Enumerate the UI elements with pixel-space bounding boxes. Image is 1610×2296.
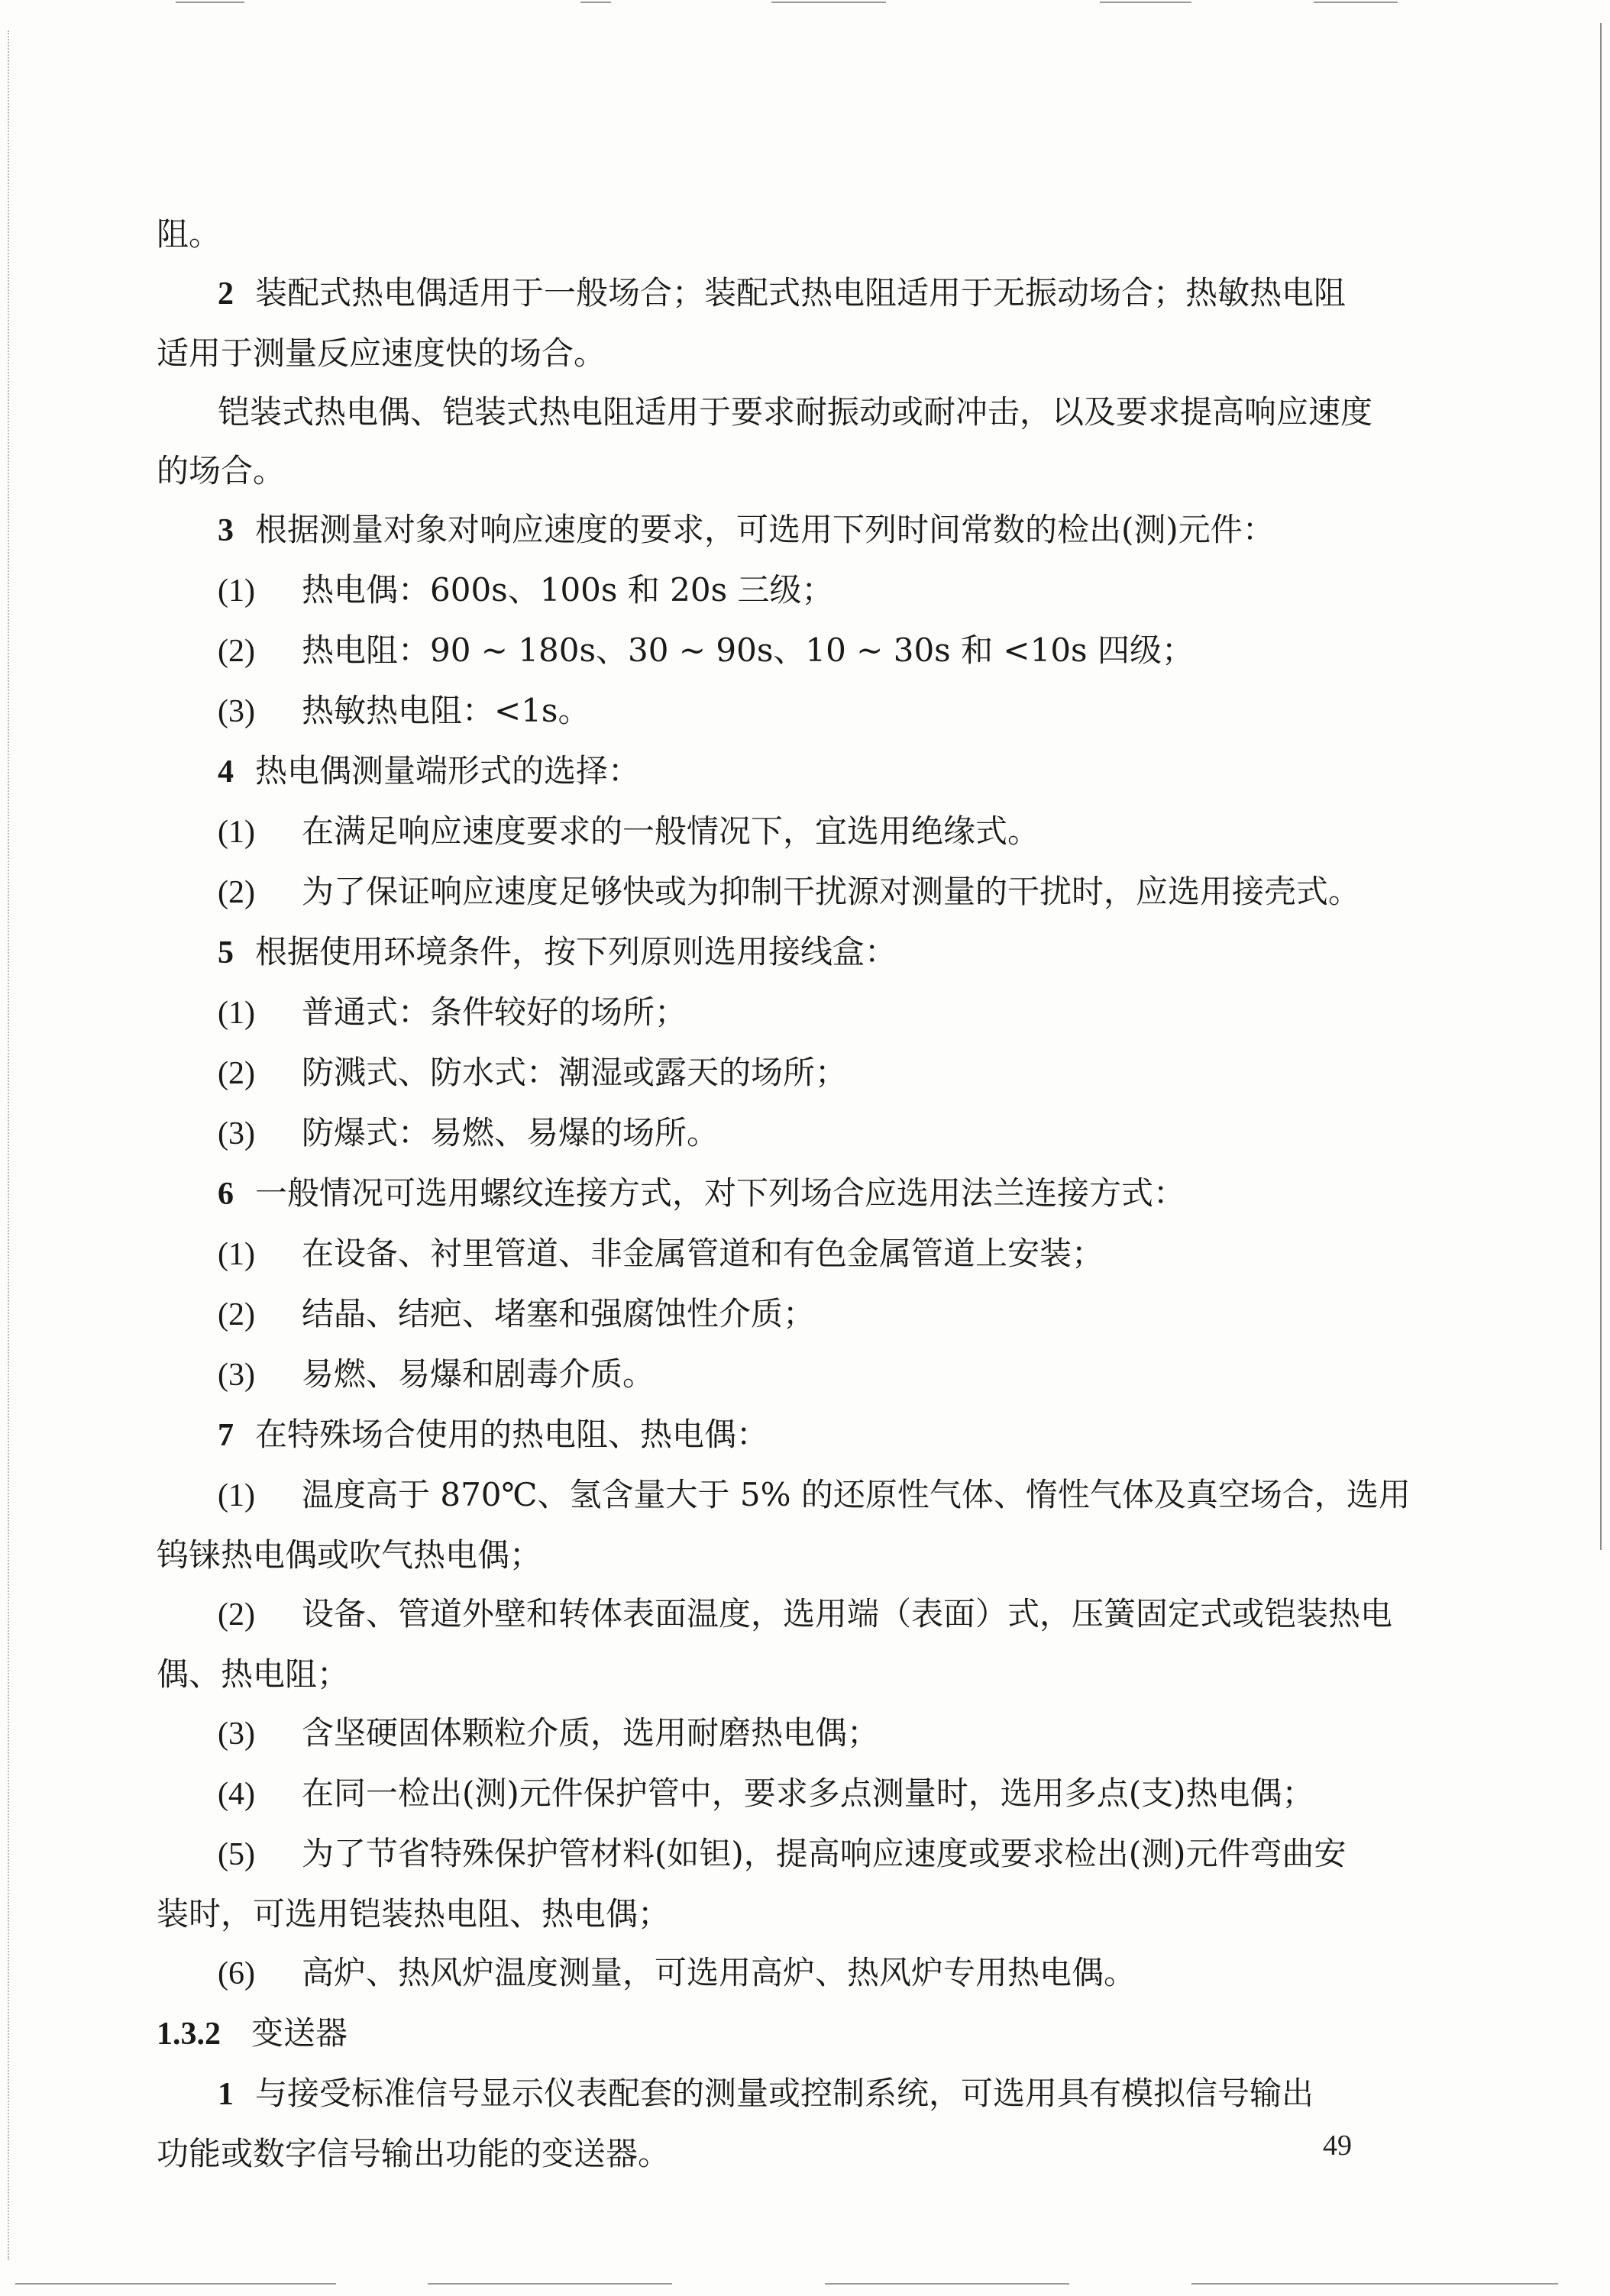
clause-number: 4: [218, 754, 234, 790]
clause-text: 在特殊场合使用的热电阻、热电偶：: [255, 1416, 769, 1453]
item-text: 为了保证响应速度足够快或为抑制干扰源对测量的干扰时，应选用接壳式。: [302, 873, 1361, 910]
item-marker: (3): [218, 1116, 255, 1151]
list-item: [157, 802, 1401, 862]
item-text: 热电阻：90 ~ 180s、30 ~ 90s、10 ~ 30s 和 <10s 四级；: [302, 631, 1194, 669]
item-marker: (1): [218, 996, 255, 1031]
list-item: [157, 560, 1401, 621]
list-item: [157, 1703, 1401, 1764]
clause-text: 根据测量对象对响应速度的要求，可选用下列时间常数的检出(测)元件：: [255, 511, 1275, 548]
list-item: [157, 1103, 1401, 1164]
item-marker: (1): [218, 1478, 255, 1513]
item-text: 防溅式、防水式：潮湿或露天的场所；: [302, 1054, 848, 1091]
section-heading: [157, 2004, 1401, 2064]
scan-mark-top: [580, 2, 611, 3]
section-number: 1.3.2: [157, 2017, 221, 2052]
item-text: 防爆式：易燃、易爆的场所。: [302, 1114, 719, 1151]
item-marker: (4): [218, 1777, 255, 1812]
body-text: [157, 205, 1411, 2183]
item-text: 在设备、衬里管道、非金属管道和有色金属管道上安装；: [302, 1235, 1104, 1272]
clause-text: 根据使用环境条件，按下列原则选用接线盒：: [255, 933, 897, 970]
clause-number: 3: [218, 513, 234, 548]
item-marker: (3): [218, 1358, 255, 1393]
item-marker: (1): [218, 1237, 255, 1272]
clause-number: 7: [218, 1418, 234, 1453]
text-line: 阻。: [157, 215, 221, 253]
clause-text: 一般情况可选用螺纹连接方式，对下列场合应选用法兰连接方式：: [255, 1174, 1186, 1212]
section-title: 变送器: [251, 2014, 348, 2052]
item-marker: (2): [218, 1297, 255, 1332]
item-marker: (5): [218, 1837, 255, 1872]
scan-mark-bottom: [15, 2283, 336, 2285]
text-line: 铠装式热电偶、铠装式热电阻适用于要求耐振动或耐冲击，以及要求提高响应速度: [218, 393, 1373, 431]
text-line: 的场合。: [157, 452, 286, 489]
scan-mark-top: [1314, 2, 1398, 3]
clause-number: 1: [218, 2077, 234, 2112]
clause-5: [157, 922, 1401, 983]
clause-6: [157, 1164, 1401, 1224]
item-text: 设备、管道外壁和转体表面温度，选用端（表面）式，压簧固定式或铠装热电: [302, 1595, 1393, 1632]
text-line: 钨铼热电偶或吹气热电偶；: [157, 1536, 542, 1574]
item-marker: (3): [218, 1716, 255, 1752]
item-marker: (3): [218, 694, 255, 729]
item-text: 温度高于 870℃、氢含量大于 5% 的还原性气体、惰性气体及真空场合，选用: [302, 1476, 1411, 1513]
clause-number: 5: [218, 935, 234, 970]
scan-mark-bottom: [825, 2283, 1069, 2285]
list-item: [157, 1284, 1401, 1345]
item-text: 在同一检出(测)元件保护管中，要求多点测量时，选用多点(支)热电偶；: [302, 1774, 1314, 1812]
clause-4: [157, 741, 1401, 802]
clause-text: 与接受标准信号显示仪表配套的测量或控制系统，可选用具有模拟信号输出: [255, 2075, 1314, 2112]
clause-text: 装配式热电偶适用于一般场合；装配式热电阻适用于无振动场合；热敏热电阻: [255, 274, 1347, 312]
list-item: [157, 1764, 1401, 1824]
text-line: 装时，可选用铠装热电阻、热电偶；: [157, 1895, 671, 1933]
scan-mark-bottom: [428, 2283, 672, 2285]
clause-3: [157, 500, 1401, 560]
scan-mark-bottom: [1191, 2283, 1558, 2285]
scan-mark-top: [176, 2, 244, 3]
item-text: 普通式：条件较好的场所；: [302, 993, 687, 1031]
clause-1: [157, 2064, 1401, 2124]
text-line: 偶、热电阻；: [157, 1655, 350, 1693]
item-text: 含坚硬固体颗粒介质，选用耐磨热电偶；: [302, 1714, 880, 1752]
list-item: [157, 1943, 1401, 2004]
scan-mark-top: [1100, 2, 1191, 3]
list-item: [157, 1345, 1401, 1405]
scan-edge-right: [1600, 23, 1602, 1550]
item-marker: (2): [218, 634, 255, 669]
scan-edge-left: [8, 31, 9, 2260]
item-text: 高炉、热风炉温度测量，可选用高炉、热风炉专用热电偶。: [302, 1954, 1136, 1991]
list-item: [157, 681, 1401, 741]
clause-number: 6: [218, 1177, 234, 1212]
item-marker: (1): [218, 815, 255, 850]
item-marker: (2): [218, 1597, 255, 1632]
text-line: 功能或数字信号输出功能的变送器。: [157, 2135, 671, 2172]
list-item: [157, 862, 1401, 922]
page-number: 49: [1323, 2130, 1352, 2162]
item-marker: (1): [218, 573, 255, 609]
list-item: [157, 1824, 1401, 1884]
list-item: [157, 621, 1401, 681]
item-text: 在满足响应速度要求的一般情况下，宜选用绝缘式。: [302, 812, 1040, 850]
item-text: 结晶、结疤、堵塞和强腐蚀性介质；: [302, 1295, 816, 1332]
list-item: [157, 1043, 1401, 1103]
item-marker: (2): [218, 875, 255, 910]
list-item: [157, 1584, 1401, 1645]
item-text: 热电偶：600s、100s 和 20s 三级；: [302, 571, 834, 609]
clause-text: 热电偶测量端形式的选择：: [255, 752, 641, 790]
clause-7: [157, 1405, 1401, 1465]
item-text: 为了节省特殊保护管材料(如钽)，提高响应速度或要求检出(测)元件弯曲安: [302, 1835, 1347, 1872]
list-item: [157, 1224, 1401, 1284]
item-marker: (6): [218, 1956, 255, 1991]
list-item: [157, 983, 1401, 1043]
clause-2: [157, 263, 1401, 324]
item-text: 易燃、易爆和剧毒介质。: [302, 1355, 655, 1393]
clause-number: 2: [218, 276, 234, 312]
text-line: 适用于测量反应速度快的场合。: [157, 334, 606, 372]
scan-mark-top: [771, 2, 886, 3]
item-text: 热敏热电阻：<1s。: [302, 692, 590, 729]
item-marker: (2): [218, 1056, 255, 1091]
list-item: [157, 1465, 1411, 1526]
